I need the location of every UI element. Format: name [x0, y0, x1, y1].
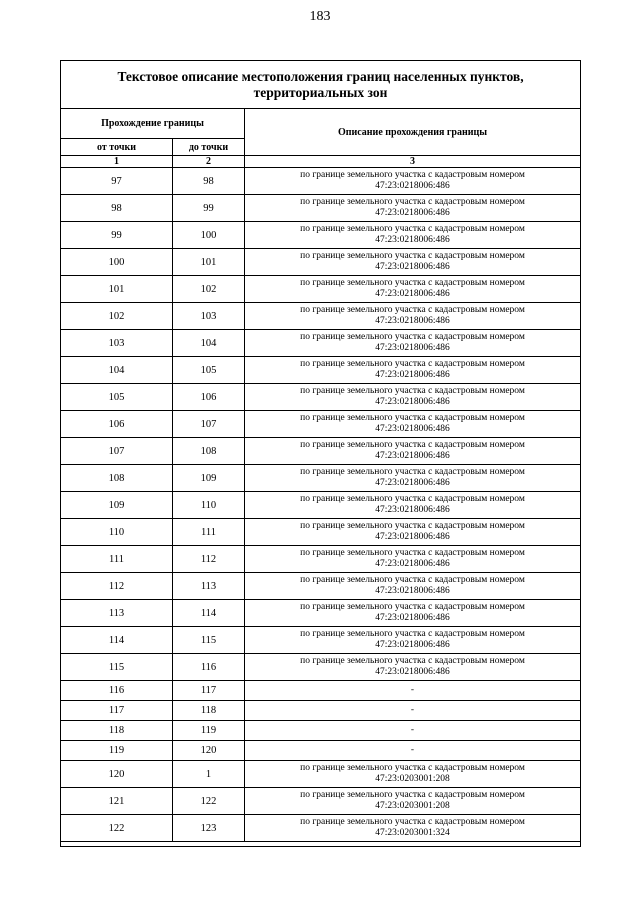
description-line: - — [410, 745, 415, 755]
to-point-cell: 111 — [173, 519, 245, 546]
to-point-cell: 101 — [173, 249, 245, 276]
to-point-cell: 102 — [173, 276, 245, 303]
table-row — [61, 465, 581, 492]
description-line: по границе земельного участка с кадастровым номером — [300, 629, 525, 639]
to-point-cell: 116 — [173, 654, 245, 681]
cadastral-number: 47:23:0218006:486 — [375, 478, 450, 488]
from-point-cell: 117 — [61, 701, 173, 721]
table-row — [61, 721, 581, 741]
table-header — [61, 61, 581, 168]
from-point-cell: 111 — [61, 546, 173, 573]
header-from-point: от точки — [61, 139, 173, 156]
from-point-cell: 121 — [61, 788, 173, 815]
header-description: Описание прохождения границы — [245, 109, 581, 156]
cadastral-number: 47:23:0218006:486 — [375, 667, 450, 677]
table-row — [61, 330, 581, 357]
table-row — [61, 573, 581, 600]
from-point-cell: 100 — [61, 249, 173, 276]
table-row — [61, 438, 581, 465]
table-row — [61, 815, 581, 842]
description-line: - — [410, 685, 415, 695]
from-point-cell: 99 — [61, 222, 173, 249]
description-cell — [245, 654, 581, 681]
from-point-cell: 104 — [61, 357, 173, 384]
description-line: по границе земельного участка с кадастровым номером — [300, 763, 525, 773]
cadastral-number: 47:23:0218006:486 — [375, 613, 450, 623]
table-row — [61, 741, 581, 761]
from-point-cell: 97 — [61, 168, 173, 195]
table-row — [61, 654, 581, 681]
table-row — [61, 701, 581, 721]
table-title — [61, 61, 581, 109]
table-continuation-row — [61, 842, 581, 847]
to-point-cell: 103 — [173, 303, 245, 330]
description-cell — [245, 330, 581, 357]
description-line: - — [410, 705, 415, 715]
from-point-cell: 98 — [61, 195, 173, 222]
to-point-cell: 99 — [173, 195, 245, 222]
table-row — [61, 627, 581, 654]
to-point-cell: 115 — [173, 627, 245, 654]
to-point-cell: 118 — [173, 701, 245, 721]
to-point-cell: 106 — [173, 384, 245, 411]
from-point-cell: 119 — [61, 741, 173, 761]
description-line: по границе земельного участка с кадастровым номером — [300, 602, 525, 612]
cadastral-number: 47:23:0218006:486 — [375, 289, 450, 299]
table-row — [61, 222, 581, 249]
description-line: по границе земельного участка с кадастровым номером — [300, 494, 525, 504]
from-point-cell: 103 — [61, 330, 173, 357]
to-point-cell: 109 — [173, 465, 245, 492]
from-point-cell: 118 — [61, 721, 173, 741]
cadastral-number: 47:23:0218006:486 — [375, 262, 450, 272]
to-point-cell: 100 — [173, 222, 245, 249]
table-row — [61, 411, 581, 438]
from-point-cell: 105 — [61, 384, 173, 411]
table-body — [61, 168, 581, 847]
to-point-cell: 105 — [173, 357, 245, 384]
from-point-cell: 112 — [61, 573, 173, 600]
description-cell — [245, 465, 581, 492]
description-cell — [245, 438, 581, 465]
from-point-cell: 101 — [61, 276, 173, 303]
header-boundary-passage: Прохождение границы — [61, 109, 245, 139]
description-line: по границе земельного участка с кадастровым номером — [300, 521, 525, 531]
description-cell — [245, 276, 581, 303]
column-number-1: 1 — [61, 156, 173, 168]
to-point-cell: 110 — [173, 492, 245, 519]
from-point-cell: 102 — [61, 303, 173, 330]
to-point-cell: 113 — [173, 573, 245, 600]
table-row — [61, 600, 581, 627]
table-row — [61, 492, 581, 519]
table-row — [61, 357, 581, 384]
cadastral-number: 47:23:0218006:486 — [375, 424, 450, 434]
from-point-cell: 106 — [61, 411, 173, 438]
cadastral-number: 47:23:0218006:486 — [375, 559, 450, 569]
description-cell — [245, 761, 581, 788]
to-point-cell: 104 — [173, 330, 245, 357]
header-to-point: до точки — [173, 139, 245, 156]
description-cell — [245, 573, 581, 600]
description-cell — [245, 788, 581, 815]
description-cell — [245, 701, 581, 721]
from-point-cell: 108 — [61, 465, 173, 492]
description-line: по границе земельного участка с кадастровым номером — [300, 332, 525, 342]
to-point-cell: 112 — [173, 546, 245, 573]
description-line: по границе земельного участка с кадастровым номером — [300, 467, 525, 477]
table-row — [61, 761, 581, 788]
table-row — [61, 519, 581, 546]
description-line: по границе земельного участка с кадастровым номером — [300, 224, 525, 234]
description-line: по границе земельного участка с кадастровым номером — [300, 170, 525, 180]
description-cell — [245, 168, 581, 195]
description-cell — [245, 195, 581, 222]
table-row — [61, 546, 581, 573]
description-line: - — [410, 725, 415, 735]
from-point-cell: 109 — [61, 492, 173, 519]
description-cell — [245, 384, 581, 411]
from-point-cell: 114 — [61, 627, 173, 654]
cadastral-number: 47:23:0218006:486 — [375, 532, 450, 542]
table-row — [61, 384, 581, 411]
description-cell — [245, 546, 581, 573]
cadastral-number: 47:23:0218006:486 — [375, 397, 450, 407]
table-row — [61, 303, 581, 330]
table-row — [61, 195, 581, 222]
from-point-cell: 122 — [61, 815, 173, 842]
description-cell — [245, 627, 581, 654]
description-line: по границе земельного участка с кадастровым номером — [300, 790, 525, 800]
description-line: по границе земельного участка с кадастровым номером — [300, 305, 525, 315]
description-line: по границе земельного участка с кадастровым номером — [300, 197, 525, 207]
table-row — [61, 249, 581, 276]
table-title-line-2: территориальных зон — [253, 84, 388, 100]
cadastral-number: 47:23:0218006:486 — [375, 208, 450, 218]
cadastral-number: 47:23:0203001:208 — [375, 774, 450, 784]
description-line: по границе земельного участка с кадастровым номером — [300, 548, 525, 558]
cadastral-number: 47:23:0203001:324 — [375, 828, 450, 838]
cadastral-number: 47:23:0218006:486 — [375, 316, 450, 326]
table-title-line-1: Текстовое описание местоположения границ населенных пунктов, — [117, 68, 524, 84]
cadastral-number: 47:23:0218006:486 — [375, 181, 450, 191]
description-line: по границе земельного участка с кадастровым номером — [300, 251, 525, 261]
cadastral-number: 47:23:0218006:486 — [375, 451, 450, 461]
to-point-cell: 123 — [173, 815, 245, 842]
from-point-cell: 107 — [61, 438, 173, 465]
description-cell — [245, 815, 581, 842]
description-line: по границе земельного участка с кадастровым номером — [300, 413, 525, 423]
cadastral-number: 47:23:0218006:486 — [375, 343, 450, 353]
table-row — [61, 276, 581, 303]
table-row — [61, 788, 581, 815]
from-point-cell: 115 — [61, 654, 173, 681]
to-point-cell: 98 — [173, 168, 245, 195]
table-continuation-cell — [61, 842, 581, 847]
description-cell — [245, 519, 581, 546]
cadastral-number: 47:23:0218006:486 — [375, 505, 450, 515]
column-number-3: 3 — [245, 156, 581, 168]
cadastral-number: 47:23:0218006:486 — [375, 586, 450, 596]
column-number-2: 2 — [173, 156, 245, 168]
description-cell — [245, 222, 581, 249]
to-point-cell: 1 — [173, 761, 245, 788]
description-line: по границе земельного участка с кадастровым номером — [300, 817, 525, 827]
from-point-cell: 110 — [61, 519, 173, 546]
from-point-cell: 113 — [61, 600, 173, 627]
table-row — [61, 681, 581, 701]
from-point-cell: 120 — [61, 761, 173, 788]
description-cell — [245, 411, 581, 438]
description-cell — [245, 600, 581, 627]
description-line: по границе земельного участка с кадастровым номером — [300, 575, 525, 585]
description-line: по границе земельного участка с кадастровым номером — [300, 656, 525, 666]
cadastral-number: 47:23:0218006:486 — [375, 235, 450, 245]
page-number: 183 — [309, 9, 331, 24]
description-cell — [245, 249, 581, 276]
cadastral-number: 47:23:0203001:208 — [375, 801, 450, 811]
to-point-cell: 119 — [173, 721, 245, 741]
description-line: по границе земельного участка с кадастровым номером — [300, 440, 525, 450]
from-point-cell: 116 — [61, 681, 173, 701]
boundary-description-table — [60, 60, 581, 847]
to-point-cell: 107 — [173, 411, 245, 438]
description-cell — [245, 721, 581, 741]
to-point-cell: 117 — [173, 681, 245, 701]
table-row — [61, 168, 581, 195]
description-cell — [245, 741, 581, 761]
description-cell — [245, 681, 581, 701]
description-line: по границе земельного участка с кадастровым номером — [300, 359, 525, 369]
cadastral-number: 47:23:0218006:486 — [375, 370, 450, 380]
to-point-cell: 114 — [173, 600, 245, 627]
description-line: по границе земельного участка с кадастровым номером — [300, 386, 525, 396]
to-point-cell: 108 — [173, 438, 245, 465]
to-point-cell: 120 — [173, 741, 245, 761]
description-cell — [245, 303, 581, 330]
description-cell — [245, 357, 581, 384]
to-point-cell: 122 — [173, 788, 245, 815]
description-line: по границе земельного участка с кадастровым номером — [300, 278, 525, 288]
cadastral-number: 47:23:0218006:486 — [375, 640, 450, 650]
description-cell — [245, 492, 581, 519]
